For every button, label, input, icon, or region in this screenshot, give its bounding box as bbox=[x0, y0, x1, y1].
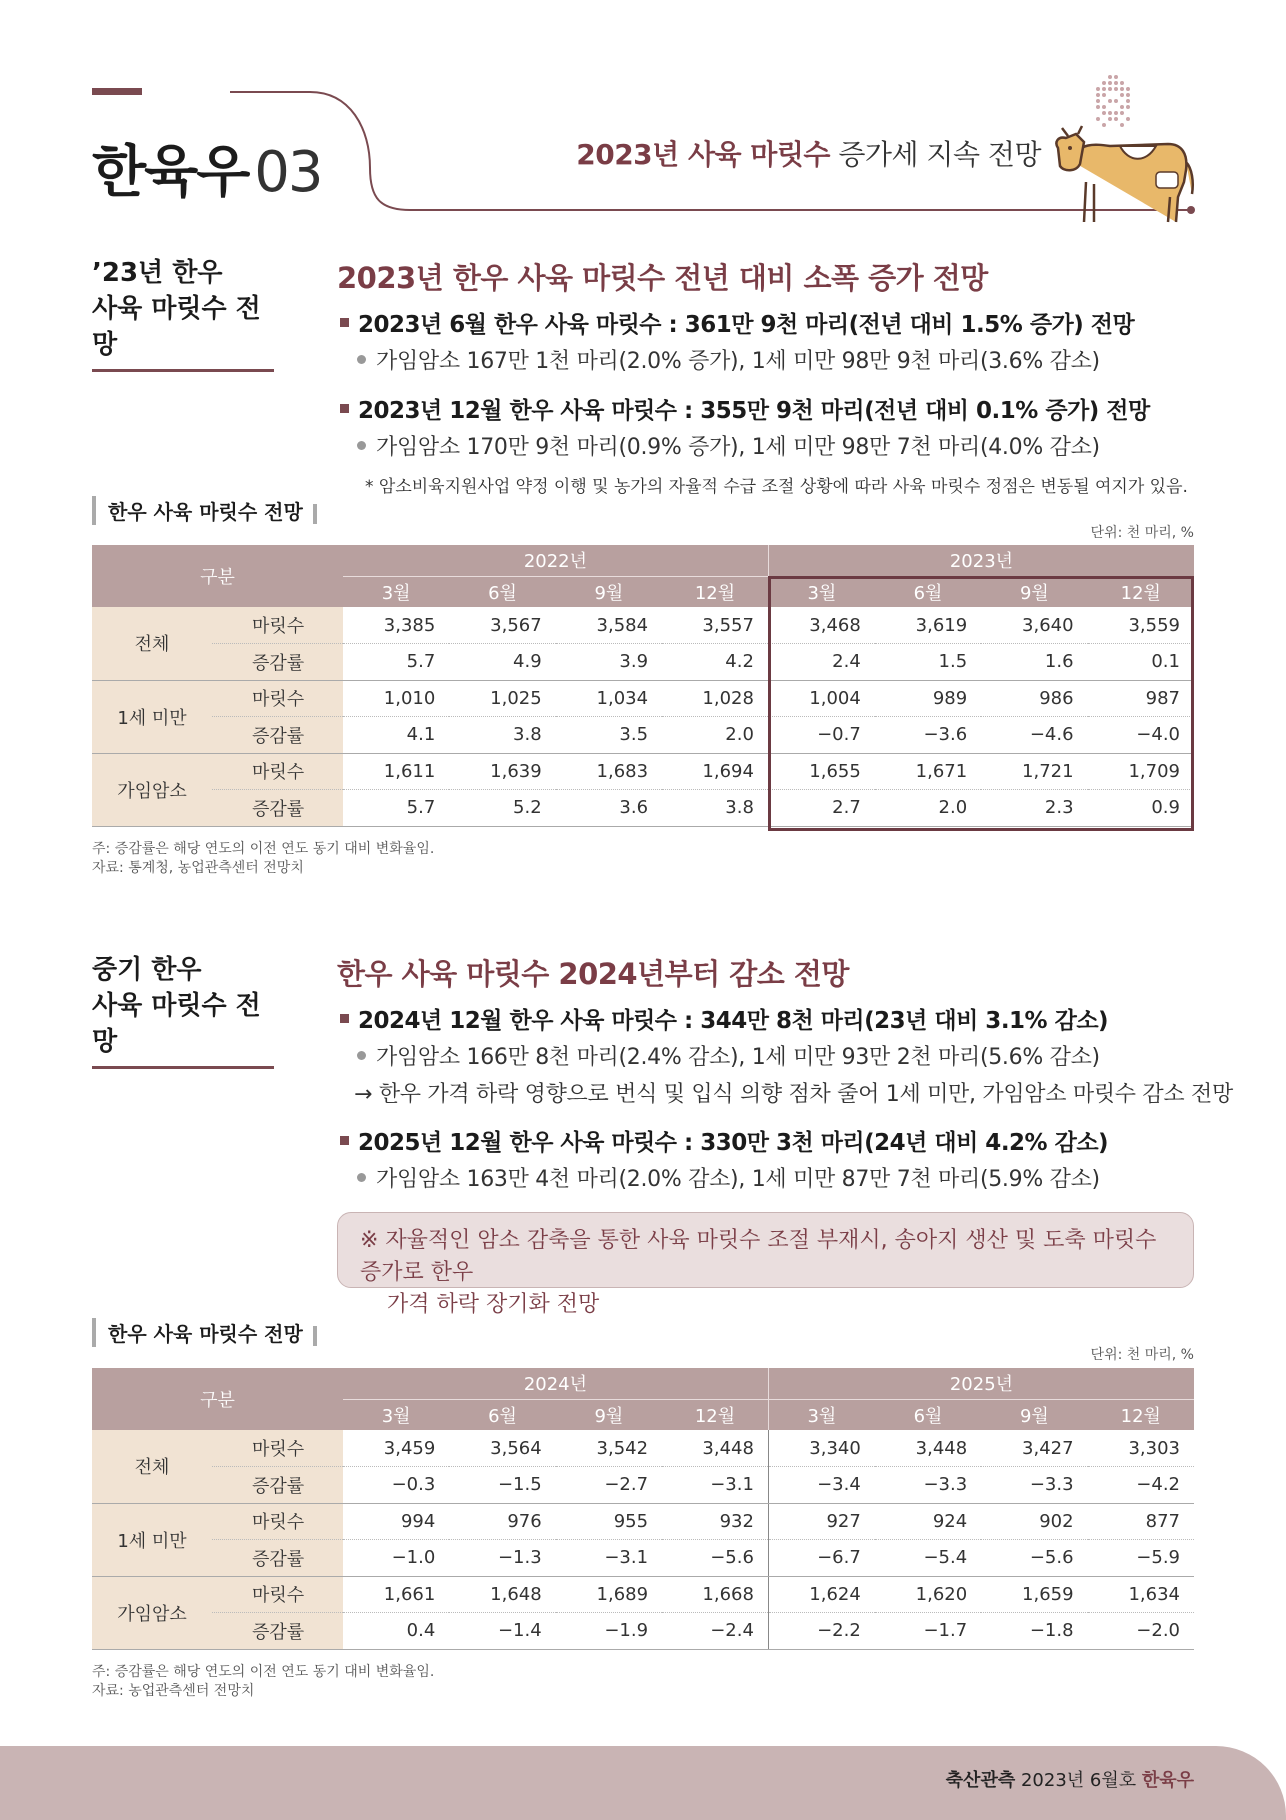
table1-month-header: 9월 bbox=[556, 576, 662, 607]
table-cell: −3.1 bbox=[662, 1467, 768, 1504]
table-cell: 3,564 bbox=[449, 1430, 555, 1467]
section1-bullet-1-sub: 가임암소 167만 1천 마리(2.0% 증가), 1세 미만 98만 9천 마리(3.6% 감소) bbox=[357, 344, 1100, 375]
table-cell: −1.4 bbox=[449, 1613, 555, 1650]
row-metric-label: 증감률 bbox=[212, 717, 343, 754]
row-metric-label: 마릿수 bbox=[212, 607, 343, 644]
section1-bullet-2: 2023년 12월 한우 사육 마릿수 : 355만 9천 마리(전년 대비 0.1% 증가) 전망 bbox=[340, 392, 1150, 425]
table-cell: 1,709 bbox=[1088, 753, 1194, 790]
table2-month-header: 12월 bbox=[1088, 1399, 1194, 1430]
table-cell: 2.4 bbox=[768, 644, 874, 681]
table-cell: −2.0 bbox=[1088, 1613, 1194, 1650]
table-cell: 3,340 bbox=[768, 1430, 874, 1467]
section2-bullet-1-sub: 가임암소 166만 8천 마리(2.4% 감소), 1세 미만 93만 2천 마리(5.6% 감소) bbox=[357, 1040, 1100, 1071]
table1-month-header: 3월 bbox=[343, 576, 449, 607]
table-row bbox=[92, 1430, 1194, 1467]
table-cell: 2.0 bbox=[662, 717, 768, 754]
table-cell: 1,025 bbox=[449, 680, 555, 717]
table2-month-header: 12월 bbox=[662, 1399, 768, 1430]
table-cell: −0.7 bbox=[768, 717, 874, 754]
table-cell: 1,010 bbox=[343, 680, 449, 717]
table2-month-header: 3월 bbox=[768, 1399, 874, 1430]
table-cell: 3,559 bbox=[1088, 607, 1194, 644]
table-cell: 3,557 bbox=[662, 607, 768, 644]
table-cell: 3,459 bbox=[343, 1430, 449, 1467]
table-cell: 5.2 bbox=[449, 790, 555, 827]
table-row bbox=[92, 1576, 1194, 1613]
section2-bullet-2: 2025년 12월 한우 사육 마릿수 : 330만 3천 마리(24년 대비 4.2% 감소) bbox=[340, 1124, 1108, 1157]
table-cell: 3,448 bbox=[875, 1430, 981, 1467]
table2-month-header: 9월 bbox=[556, 1399, 662, 1430]
row-metric-label: 증감률 bbox=[212, 790, 343, 827]
section2-heading: 한우 사육 마릿수 2024년부터 감소 전망 bbox=[337, 957, 849, 991]
table-cell: 5.7 bbox=[343, 644, 449, 681]
section2-side-heading: 중기 한우 사육 마릿수 전망 bbox=[92, 952, 274, 1069]
table-cell: 932 bbox=[662, 1503, 768, 1540]
table-cell: 994 bbox=[343, 1503, 449, 1540]
table-cell: 3.8 bbox=[449, 717, 555, 754]
table-cell: 1,659 bbox=[981, 1576, 1087, 1613]
table-cell: 976 bbox=[449, 1503, 555, 1540]
table-cell: −0.3 bbox=[343, 1467, 449, 1504]
row-metric-label: 증감률 bbox=[212, 1613, 343, 1650]
table1-notes: 주: 증감률은 해당 연도의 이전 연도 동기 대비 변화율임. 자료: 통계청, 농업관측센터 전망치 bbox=[92, 841, 435, 876]
row-category: 1세 미만 bbox=[92, 680, 212, 753]
table-cell: 3,303 bbox=[1088, 1430, 1194, 1467]
table-cell: 1,624 bbox=[768, 1576, 874, 1613]
table1-month-header: 9월 bbox=[981, 576, 1087, 607]
section2-callout: ※ 자율적인 암소 감축을 통한 사육 마릿수 조절 부재시, 송아지 생산 및 도축 마릿수 증가로 한우 가격 하락 장기화 전망 bbox=[337, 1212, 1194, 1288]
row-metric-label: 마릿수 bbox=[212, 1576, 343, 1613]
page-title: 한육우 03 bbox=[92, 140, 322, 205]
table-cell: 1.6 bbox=[981, 644, 1087, 681]
table-cell: −3.6 bbox=[875, 717, 981, 754]
table-row bbox=[92, 1467, 1194, 1504]
table-cell: −5.9 bbox=[1088, 1540, 1194, 1577]
table-cell: 4.2 bbox=[662, 644, 768, 681]
table-cell: 5.7 bbox=[343, 790, 449, 827]
row-metric-label: 마릿수 bbox=[212, 1503, 343, 1540]
table-cell: −1.9 bbox=[556, 1613, 662, 1650]
table-cell: 1,689 bbox=[556, 1576, 662, 1613]
table-cell: −5.6 bbox=[981, 1540, 1087, 1577]
table2-body bbox=[92, 1430, 1194, 1649]
row-metric-label: 증감률 bbox=[212, 1540, 343, 1577]
table2-title: 한우 사육 마릿수 전망 bbox=[92, 1318, 317, 1347]
table-cell: −2.7 bbox=[556, 1467, 662, 1504]
table1-month-header: 3월 bbox=[768, 576, 874, 607]
table-cell: −3.4 bbox=[768, 1467, 874, 1504]
table-cell: −4.0 bbox=[1088, 717, 1194, 754]
section1-bullet-2-sub: 가임암소 170만 9천 마리(0.9% 증가), 1세 미만 98만 7천 마리(4.0% 감소) bbox=[357, 430, 1100, 461]
table-cell: 955 bbox=[556, 1503, 662, 1540]
table2-year-header: 2025년 bbox=[768, 1368, 1194, 1399]
table-cell: 3,427 bbox=[981, 1430, 1087, 1467]
table-cell: 3,542 bbox=[556, 1430, 662, 1467]
table2-month-header: 9월 bbox=[981, 1399, 1087, 1430]
section1-side-heading: ’23년 한우 사육 마릿수 전망 bbox=[92, 255, 274, 372]
table-cell: 986 bbox=[981, 680, 1087, 717]
table2-month-header: 3월 bbox=[343, 1399, 449, 1430]
table-cell: −3.3 bbox=[981, 1467, 1087, 1504]
table2-corner: 구분 bbox=[92, 1368, 343, 1430]
table-cell: 1,655 bbox=[768, 753, 874, 790]
table-cell: 1,668 bbox=[662, 1576, 768, 1613]
section2-bullet-2-sub: 가임암소 163만 4천 마리(2.0% 감소), 1세 미만 87만 7천 마리(5.9% 감소) bbox=[357, 1162, 1100, 1193]
table-cell: 902 bbox=[981, 1503, 1087, 1540]
row-metric-label: 마릿수 bbox=[212, 1430, 343, 1467]
table1-month-header: 6월 bbox=[449, 576, 555, 607]
table-cell: 3.9 bbox=[556, 644, 662, 681]
table-row bbox=[92, 1503, 1194, 1540]
table-cell: 3,619 bbox=[875, 607, 981, 644]
table-cell: 2.3 bbox=[981, 790, 1087, 827]
table2-month-header: 6월 bbox=[875, 1399, 981, 1430]
row-metric-label: 마릿수 bbox=[212, 753, 343, 790]
table2-year-header: 2024년 bbox=[343, 1368, 769, 1399]
table-cell: 1,004 bbox=[768, 680, 874, 717]
table-cell: −6.7 bbox=[768, 1540, 874, 1577]
table-cell: −3.1 bbox=[556, 1540, 662, 1577]
table-cell: −5.4 bbox=[875, 1540, 981, 1577]
table1-month-header: 12월 bbox=[1088, 576, 1194, 607]
table-cell: 3,584 bbox=[556, 607, 662, 644]
table-cell: 3,468 bbox=[768, 607, 874, 644]
table-cell: 1,611 bbox=[343, 753, 449, 790]
table1-unit: 단위: 천 마리, % bbox=[1090, 525, 1194, 541]
row-category: 가임암소 bbox=[92, 753, 212, 826]
table-cell: 1.5 bbox=[875, 644, 981, 681]
table1-month-header: 12월 bbox=[662, 576, 768, 607]
table-cell: 1,721 bbox=[981, 753, 1087, 790]
table-cell: 3,448 bbox=[662, 1430, 768, 1467]
table-cell: −3.3 bbox=[875, 1467, 981, 1504]
table-cell: 4.9 bbox=[449, 644, 555, 681]
table-cell: −2.2 bbox=[768, 1613, 874, 1650]
table-cell: 877 bbox=[1088, 1503, 1194, 1540]
section1-bullet-1: 2023년 6월 한우 사육 마릿수 : 361만 9천 마리(전년 대비 1.5% 증가) 전망 bbox=[340, 306, 1134, 339]
row-category: 전체 bbox=[92, 607, 212, 680]
table-cell: 987 bbox=[1088, 680, 1194, 717]
row-category: 1세 미만 bbox=[92, 1503, 212, 1576]
table2-unit: 단위: 천 마리, % bbox=[1090, 1347, 1194, 1363]
table-cell: 1,683 bbox=[556, 753, 662, 790]
table-cell: 0.9 bbox=[1088, 790, 1194, 827]
table2-month-header: 6월 bbox=[449, 1399, 555, 1430]
table-cell: 0.1 bbox=[1088, 644, 1194, 681]
table-cell: −4.2 bbox=[1088, 1467, 1194, 1504]
table1-month-header: 6월 bbox=[875, 576, 981, 607]
header-accent-bar bbox=[92, 88, 142, 95]
table1-corner: 구분 bbox=[92, 545, 343, 607]
section1-heading: 2023년 한우 사육 마릿수 전년 대비 소폭 증가 전망 bbox=[337, 261, 988, 295]
row-category: 전체 bbox=[92, 1430, 212, 1503]
table-cell: 1,694 bbox=[662, 753, 768, 790]
table-cell: −1.0 bbox=[343, 1540, 449, 1577]
table-cell: 1,634 bbox=[1088, 1576, 1194, 1613]
section2-bullet-1: 2024년 12월 한우 사육 마릿수 : 344만 8천 마리(23년 대비 3.1% 감소) bbox=[340, 1002, 1108, 1035]
table-cell: 0.4 bbox=[343, 1613, 449, 1650]
row-category: 가임암소 bbox=[92, 1576, 212, 1649]
table-row bbox=[92, 1540, 1194, 1577]
table-cell: −4.6 bbox=[981, 717, 1087, 754]
table-cell: −1.7 bbox=[875, 1613, 981, 1650]
table2-notes: 주: 증감률은 해당 연도의 이전 연도 동기 대비 변화율임. 자료: 농업관측센터 전망치 bbox=[92, 1664, 435, 1699]
page-subtitle: 2023년 사육 마릿수 증가세 지속 전망 bbox=[576, 138, 1041, 171]
table-cell: 3.6 bbox=[556, 790, 662, 827]
table1-year-header: 2023년 bbox=[768, 545, 1194, 576]
table-cell: 1,620 bbox=[875, 1576, 981, 1613]
table-cell: 4.1 bbox=[343, 717, 449, 754]
table-cell: 927 bbox=[768, 1503, 874, 1540]
table1-year-header: 2022년 bbox=[343, 545, 769, 576]
table-cell: 2.0 bbox=[875, 790, 981, 827]
table-cell: 989 bbox=[875, 680, 981, 717]
table-cell: 3,567 bbox=[449, 607, 555, 644]
table-cell: −1.3 bbox=[449, 1540, 555, 1577]
table-row bbox=[92, 1613, 1194, 1650]
table-cell: 924 bbox=[875, 1503, 981, 1540]
table-cell: 1,671 bbox=[875, 753, 981, 790]
footer-text: 축산관측 2023년 6월호 한육우 bbox=[945, 1770, 1194, 1791]
table-cell: 2.7 bbox=[768, 790, 874, 827]
row-metric-label: 증감률 bbox=[212, 1467, 343, 1504]
table-cell: 3.8 bbox=[662, 790, 768, 827]
row-metric-label: 증감률 bbox=[212, 644, 343, 681]
table-cell: 1,034 bbox=[556, 680, 662, 717]
table1-title: 한우 사육 마릿수 전망 bbox=[92, 496, 317, 525]
table-cell: −1.8 bbox=[981, 1613, 1087, 1650]
table-cell: 1,648 bbox=[449, 1576, 555, 1613]
table-cell: 3,385 bbox=[343, 607, 449, 644]
table-cell: −2.4 bbox=[662, 1613, 768, 1650]
table2 bbox=[92, 1368, 1194, 1650]
row-metric-label: 마릿수 bbox=[212, 680, 343, 717]
table-cell: −5.6 bbox=[662, 1540, 768, 1577]
table-cell: 3,640 bbox=[981, 607, 1087, 644]
cow-icon bbox=[1050, 72, 1200, 227]
table-cell: 1,028 bbox=[662, 680, 768, 717]
section2-bullet-1-arrow: → 한우 가격 하락 영향으로 번식 및 입식 의향 점차 줄어 1세 미만, 가임암소 마릿수 감소 전망 bbox=[354, 1082, 1233, 1107]
table-cell: 3.5 bbox=[556, 717, 662, 754]
table-cell: 1,661 bbox=[343, 1576, 449, 1613]
table1-2023-highlight-box bbox=[768, 576, 1194, 831]
section1-note: * 암소비육지원사업 약정 이행 및 농가의 자율적 수급 조절 상황에 따라 사육 마릿수 정점은 변동될 여지가 있음. bbox=[365, 477, 1188, 497]
table-cell: −1.5 bbox=[449, 1467, 555, 1504]
table-cell: 1,639 bbox=[449, 753, 555, 790]
